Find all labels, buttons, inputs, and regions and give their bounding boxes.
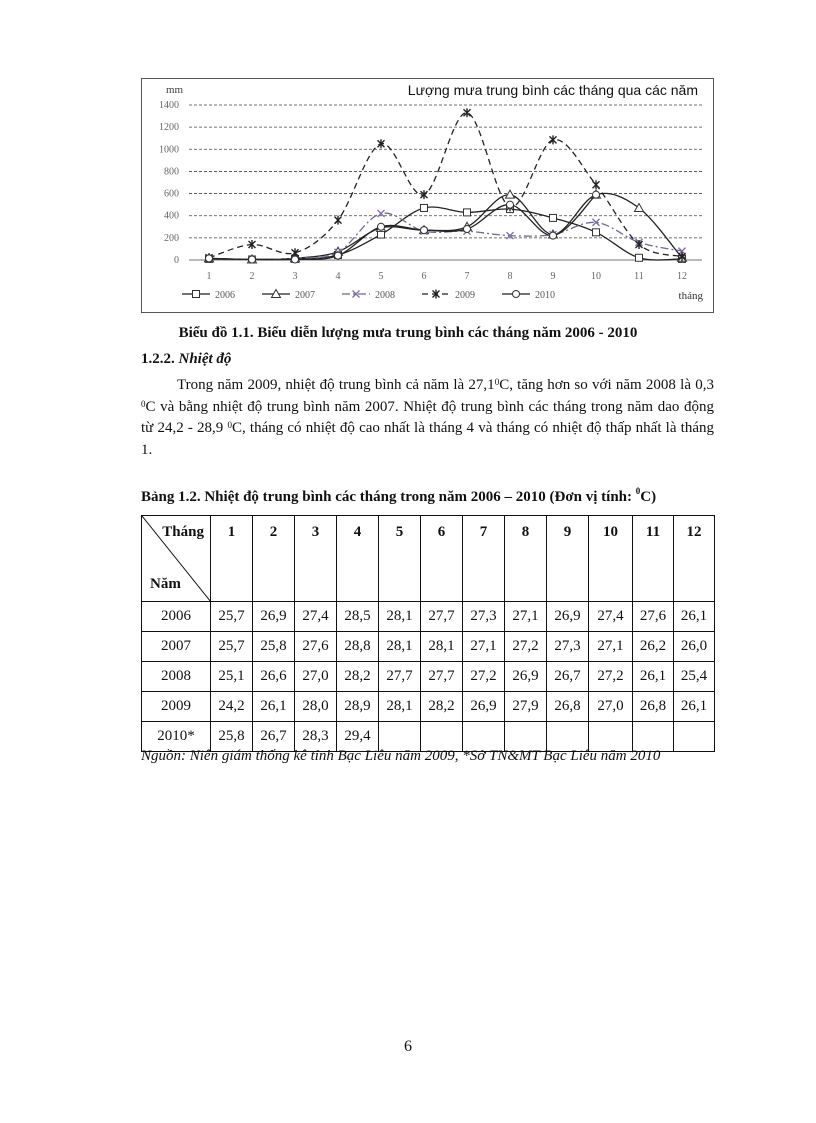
y-tick-label: 600 <box>164 188 179 200</box>
data-point-circle <box>421 227 428 234</box>
month-header-cell: 1 <box>211 516 253 602</box>
y-tick-label: 400 <box>164 210 179 222</box>
y-tick-label: 800 <box>164 166 179 178</box>
x-tick-label: 10 <box>591 271 601 282</box>
temperature-cell: 25,8 <box>211 722 253 752</box>
data-point-circle <box>513 291 520 298</box>
temperature-cell: 26,1 <box>633 662 674 692</box>
temperature-cell: 25,7 <box>211 602 253 632</box>
y-axis-label: mm <box>166 84 184 96</box>
temperature-cell: 26,1 <box>253 692 295 722</box>
page-number: 6 <box>404 1038 412 1055</box>
temperature-cell: 27,3 <box>463 602 505 632</box>
temperature-cell: 27,0 <box>295 662 337 692</box>
month-header-cell: 4 <box>337 516 379 602</box>
temperature-cell <box>463 722 505 752</box>
x-tick-label: 1 <box>206 271 212 282</box>
temperature-cell: 27,2 <box>505 632 547 662</box>
y-tick-label: 1000 <box>159 144 179 156</box>
series-line-2010 <box>209 195 596 260</box>
temperature-cell: 26,7 <box>547 662 589 692</box>
y-tick-label: 1400 <box>159 100 179 111</box>
temperature-cell: 28,5 <box>337 602 379 632</box>
month-header-cell: 11 <box>633 516 674 602</box>
data-point-square <box>550 214 557 221</box>
temperature-cell: 28,8 <box>337 632 379 662</box>
x-tick-label: 4 <box>335 271 341 282</box>
temperature-cell: 26,8 <box>547 692 589 722</box>
section-number: 1.2.2. <box>141 351 175 367</box>
x-tick-label: 3 <box>292 271 298 282</box>
x-tick-label: 5 <box>378 271 384 282</box>
table-title-text: Bảng 1.2. Nhiệt độ trung bình các tháng trong năm 2006 – 2010 (Đơn vị tính: <box>141 489 636 505</box>
x-tick-label: 6 <box>421 271 427 282</box>
temperature-cell: 26,9 <box>505 662 547 692</box>
temperature-cell: 27,7 <box>421 662 463 692</box>
temperature-cell <box>633 722 674 752</box>
temperature-cell: 27,4 <box>295 602 337 632</box>
para-text-3: C và bằng nhiệt độ trung bình năm 2007. Nhiệt độ trung bình các tháng trong năm dao động từ 24,2 - 28,9 <box>141 398 714 436</box>
year-cell: 2010* <box>142 722 211 752</box>
data-point-circle <box>378 223 385 230</box>
temperature-cell: 28,1 <box>421 632 463 662</box>
rainfall-chart-svg <box>142 79 713 312</box>
x-tick-label: 9 <box>550 271 556 282</box>
temperature-cell: 27,7 <box>421 602 463 632</box>
temperature-cell: 28,9 <box>337 692 379 722</box>
section-heading <box>141 351 231 368</box>
temperature-cell: 27,1 <box>463 632 505 662</box>
data-point-square <box>378 231 385 238</box>
chart-caption: Biểu đồ 1.1. Biểu diễn lượng mưa trung bình các tháng năm 2006 - 2010 <box>178 325 638 341</box>
temperature-cell <box>547 722 589 752</box>
x-tick-label: 7 <box>464 271 470 282</box>
legend-label: 2006 <box>215 290 235 301</box>
temperature-cell: 27,7 <box>379 662 421 692</box>
x-tick-label: 11 <box>634 271 644 282</box>
data-point-star <box>593 180 600 189</box>
data-point-circle <box>550 232 557 239</box>
temperature-paragraph <box>141 375 714 461</box>
series-line-2007 <box>209 193 682 259</box>
legend-label: 2008 <box>375 290 395 301</box>
month-header-cell: 6 <box>421 516 463 602</box>
series-line-2009 <box>209 113 682 258</box>
source-note: Nguồn: Niên giám thống kê tỉnh Bạc Liêu năm 2009, *Sở TN&MT Bạc Liêu năm 2010 <box>141 748 661 764</box>
month-header-cell: 2 <box>253 516 295 602</box>
month-header-cell: 10 <box>589 516 633 602</box>
data-point-square <box>421 204 428 211</box>
month-header-cell: 7 <box>463 516 505 602</box>
table-title-end: C) <box>640 489 657 505</box>
temperature-cell: 26,9 <box>547 602 589 632</box>
temperature-cell: 25,4 <box>674 662 715 692</box>
temperature-cell: 27,4 <box>589 602 633 632</box>
temperature-cell: 26,1 <box>674 602 715 632</box>
x-tick-label: 2 <box>249 271 255 282</box>
table-row <box>142 632 715 662</box>
table-row <box>142 722 715 752</box>
temperature-cell: 26,9 <box>463 692 505 722</box>
year-cell: 2009 <box>142 692 211 722</box>
month-header-cell: 9 <box>547 516 589 602</box>
data-point-circle <box>464 226 471 233</box>
temperature-cell: 28,1 <box>379 602 421 632</box>
y-tick-label: 1200 <box>159 122 179 134</box>
table-row <box>142 662 715 692</box>
data-point-triangle <box>635 203 644 211</box>
temperature-cell: 26,6 <box>253 662 295 692</box>
degree-sup-1: 0 <box>494 377 500 387</box>
temperature-cell: 27,1 <box>505 602 547 632</box>
temperature-cell <box>421 722 463 752</box>
x-tick-label: 8 <box>507 271 513 282</box>
table-title-sup: 0 <box>635 486 641 496</box>
temperature-cell: 24,2 <box>211 692 253 722</box>
data-point-square <box>636 254 643 261</box>
data-point-circle <box>206 255 213 262</box>
table-title <box>141 486 657 506</box>
table-row <box>142 602 715 632</box>
temperature-cell: 27,9 <box>505 692 547 722</box>
degree-sup-3: 0 <box>227 420 232 430</box>
month-header-cell: 12 <box>674 516 715 602</box>
month-header-cell: 8 <box>505 516 547 602</box>
temperature-cell: 27,6 <box>295 632 337 662</box>
year-cell: 2008 <box>142 662 211 692</box>
rainfall-chart <box>141 78 714 313</box>
corner-label-month: Tháng <box>162 524 204 540</box>
month-header-cell: 5 <box>379 516 421 602</box>
temperature-cell: 26,0 <box>674 632 715 662</box>
year-cell: 2006 <box>142 602 211 632</box>
temperature-cell <box>674 722 715 752</box>
temperature-cell <box>505 722 547 752</box>
chart-title: Lượng mưa trung bình các tháng qua các năm <box>407 82 698 98</box>
temperature-cell: 28,3 <box>295 722 337 752</box>
temperature-cell: 28,1 <box>379 692 421 722</box>
temperature-cell: 25,7 <box>211 632 253 662</box>
data-point-circle <box>335 252 342 259</box>
temperature-cell: 26,2 <box>633 632 674 662</box>
legend-label: 2010 <box>535 290 555 301</box>
corner-label-year: Năm <box>150 576 181 592</box>
temperature-cell <box>379 722 421 752</box>
month-header-cell: 3 <box>295 516 337 602</box>
data-point-circle <box>593 191 600 198</box>
para-text-1: Trong năm 2009, nhiệt độ trung bình cả năm là 27,1 <box>177 377 495 393</box>
temperature-cell: 25,1 <box>211 662 253 692</box>
table-row <box>142 692 715 722</box>
para-text-4: C, tháng có nhiệt độ cao nhất là tháng 4 và tháng có nhiệt độ thấp nhất là tháng 1. <box>141 420 714 458</box>
temperature-cell: 28,2 <box>421 692 463 722</box>
y-tick-label: 200 <box>164 232 179 244</box>
legend-label: 2007 <box>295 290 315 301</box>
data-point-square <box>593 229 600 236</box>
temperature-cell: 26,9 <box>253 602 295 632</box>
data-point-star <box>550 135 557 144</box>
temperature-cell: 27,6 <box>633 602 674 632</box>
data-point-star <box>335 216 342 225</box>
temperature-table <box>141 515 715 752</box>
year-cell: 2007 <box>142 632 211 662</box>
data-point-circle <box>507 201 514 208</box>
data-point-square <box>464 209 471 216</box>
temperature-cell: 28,1 <box>379 632 421 662</box>
section-title: Nhiệt độ <box>178 351 232 367</box>
temperature-cell: 27,0 <box>589 692 633 722</box>
temperature-cell: 25,8 <box>253 632 295 662</box>
temperature-cell: 29,4 <box>337 722 379 752</box>
temperature-cell: 28,0 <box>295 692 337 722</box>
temperature-cell: 26,8 <box>633 692 674 722</box>
temperature-cell: 26,7 <box>253 722 295 752</box>
table-header-row <box>142 516 715 602</box>
degree-sup-2: 0 <box>141 398 146 409</box>
y-tick-label: 0 <box>174 255 179 266</box>
table-corner-cell <box>142 516 211 602</box>
data-point-circle <box>292 256 299 263</box>
para-text-2: C, tăng hơn so với năm 2008 là 0,3 <box>499 377 714 393</box>
temperature-cell: 27,2 <box>463 662 505 692</box>
x-tick-label: 12 <box>677 271 687 282</box>
temperature-cell: 28,2 <box>337 662 379 692</box>
x-axis-label: tháng <box>678 290 703 302</box>
temperature-cell: 27,1 <box>589 632 633 662</box>
temperature-cell <box>589 722 633 752</box>
data-point-circle <box>249 256 256 263</box>
data-point-triangle <box>506 190 515 198</box>
data-point-square <box>193 291 200 298</box>
temperature-cell: 26,1 <box>674 692 715 722</box>
legend-label: 2009 <box>455 290 475 301</box>
temperature-cell: 27,2 <box>589 662 633 692</box>
temperature-cell: 27,3 <box>547 632 589 662</box>
